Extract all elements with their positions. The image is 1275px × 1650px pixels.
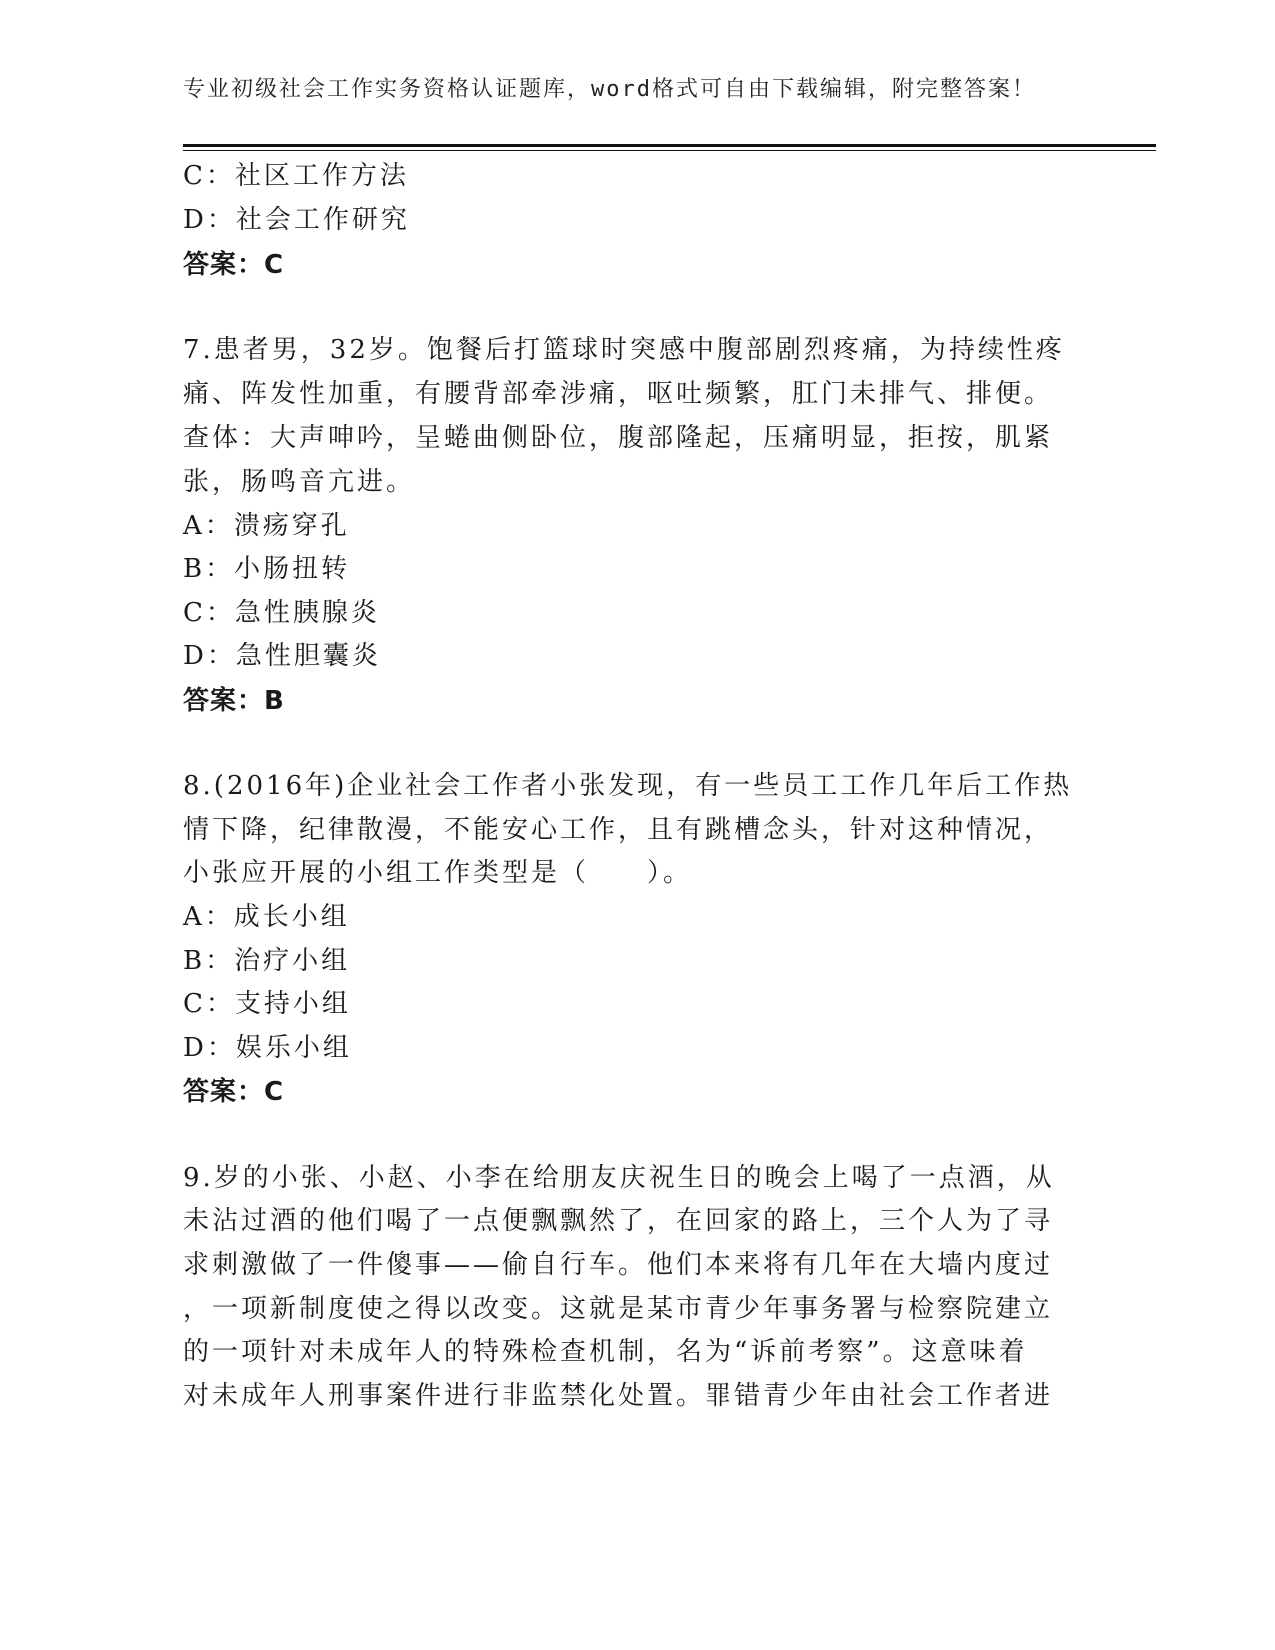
q7-stem-line: 7.患者男，32岁。饱餐后打篮球时突感中腹部剧烈疼痛，为持续性疼	[183, 335, 1065, 365]
q7-option-a: A：溃疡穿孔	[183, 511, 350, 541]
q8-stem-line: 8.(2016年)企业社会工作者小张发现，有一些员工工作几年后工作热	[183, 771, 1073, 801]
q8-option-b: B：治疗小组	[183, 946, 351, 976]
q8-option-d: D：娱乐小组	[183, 1033, 352, 1063]
q9-stem-line: ，一项新制度使之得以改变。这就是某市青少年事务署与检察院建立	[183, 1294, 1054, 1324]
q7-stem-line: 痛、阵发性加重，有腰背部牵涉痛，呕吐频繁，肛门未排气、排便。	[183, 379, 1054, 409]
page-header: 专业初级社会工作实务资格认证题库，word格式可自由下载编辑，附完整答案！	[183, 77, 1036, 102]
q6-answer: 答案：C	[183, 250, 285, 280]
header-rule-thin	[183, 150, 1156, 151]
q9-stem-line: 未沾过酒的他们喝了一点便飘飘然了，在回家的路上，三个人为了寻	[183, 1206, 1054, 1236]
q8-stem-line: 小张应开展的小组工作类型是（ ）。	[183, 858, 693, 888]
q8-stem-line: 情下降，纪律散漫，不能安心工作，且有跳槽念头，针对这种情况，	[183, 815, 1054, 845]
q7-stem-line: 张，肠鸣音亢进。	[183, 467, 416, 497]
q8-answer: 答案：C	[183, 1077, 285, 1107]
q7-option-b: B：小肠扭转	[183, 554, 351, 584]
q9-stem-line: 9.岁的小张、小赵、小李在给朋友庆祝生日的晚会上喝了一点酒，从	[183, 1163, 1055, 1193]
q8-option-c: C：支持小组	[183, 989, 351, 1019]
q7-option-c: C：急性胰腺炎	[183, 598, 380, 628]
q9-stem-line: 求刺激做了一件傻事——偷自行车。他们本来将有几年在大墙内度过	[183, 1250, 1054, 1280]
header-rule-thick	[183, 144, 1156, 147]
q7-answer: 答案：B	[183, 686, 285, 716]
q7-option-d: D：急性胆囊炎	[183, 641, 381, 671]
q6-option-d: D：社会工作研究	[183, 205, 410, 235]
q8-option-a: A：成长小组	[183, 902, 350, 932]
q9-stem-line: 的一项针对未成年人的特殊检查机制，名为“诉前考察”。这意味着	[183, 1337, 1028, 1367]
q7-stem-line: 查体：大声呻吟，呈蜷曲侧卧位，腹部隆起，压痛明显，拒按，肌紧	[183, 423, 1054, 453]
q9-stem-line: 对未成年人刑事案件进行非监禁化处置。罪错青少年由社会工作者进	[183, 1381, 1054, 1411]
q6-option-c: C：社区工作方法	[183, 161, 409, 191]
